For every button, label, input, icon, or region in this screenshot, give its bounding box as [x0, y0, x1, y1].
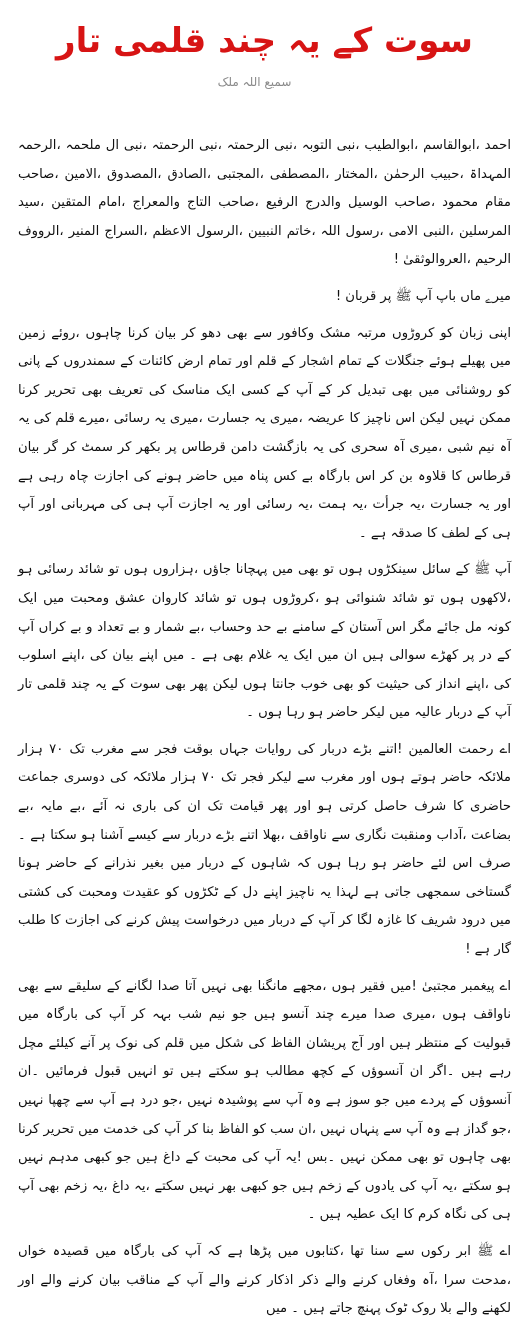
author-byline: سمیع اللہ ملک — [217, 75, 292, 89]
article-paragraph: اے ﷺ ابر رکوں سے سنا تھا ،کتابوں میں پڑھا ہے کہ آپ کی بارگاہ میں قصیدہ خواں ،مدحت سرا ،آہ وفغاں کرنے والے ذکر اذکار کرنے والے آپ کے مناقب بیان کرنے والے اور لکھنے والے بلا روک ٹوک پہنچ جاتے ہیں ۔ میں — [18, 1243, 511, 1317]
article-body — [18, 132, 511, 1324]
article-paragraph: اے رحمت العالمین !اتنے بڑے دربار کی روایات جہاں بوقت فجر سے مغرب تک ۷۰ ہزار ملائکہ حاضر ہوتے ہوں اور مغرب سے لیکر فجر تک ۷۰ ہزار ملائکہ کی دوسری جماعت حاضری کا شرف حاصل کرتی ہو اور پھر قیامت تک ان کی باری نہ آئے ،بے مایہ ،بے بضاعت ،آداب ومنقبت نگاری سے ناواقف ،بھلا اتنے بڑے دربار سے کیسے آشنا ہو سکتا ہے ۔صرف اس لئے حاضر ہو رہا ہوں کہ شاہوں کے دربار میں بغیر نذرانے کے حاضر ہونا گستاخی سمجھی جاتی ہے لہذا یہ ناچیز اپنے دل کے ٹکڑوں کو عقیدت ومحبت کی کشتی میں درود شریف کا غازہ لگا کر آپ کے دربار میں درخواست پیش کرنے کی اجازت کا طلب گار ہے ! — [18, 741, 511, 958]
article-paragraph: اے پیغمبر مجتبیٰ !میں فقیر ہوں ،مجھے مانگنا بھی نہیں آتا صدا لگانے کے سلیقے سے بھی ناواقف ہوں ،میری صدا میرے چند آنسو ہیں جو نیم شب بہہ کر آپ کی بارگاہ میں قبولیت کے منتظر ہیں اور آج پریشان الفاظ کی شکل میں قلم کی نوک پر آنے کیلئے مچل رہے ہیں ۔اگر ان آنسوؤں کے کچھ مطالب ہو سکتے ہیں تو انہیں قبول فرمائیں ۔ان آنسوؤں کے پردے میں جو سوز ہے وہ آپ سے پوشیدہ نہیں ،جو درد ہے آپ سے چھپا نہیں ،جو گداز ہے وہ آپ سے پنہاں نہیں ،ان سب کو الفاظ بنا کر آپ کی خدمت میں تحریر کرنا بھی چاہوں تو بھی ممکن نہیں ۔بس !یہ آپ کی محبت کے داغ ہیں جو کبھی مدہم نہیں ہو سکتے ،یہ آپ کی یادوں کے زخم ہیں جو کبھی بھر نہیں سکتے ،یہ داغ ،یہ زخم بھی آپ ہی کی نگاہ کرم کا ایک عطیہ ہیں ۔ — [18, 978, 511, 1223]
article-paragraph: اپنی زبان کو کروڑوں مرتبہ مشک وکافور سے بھی دھو کر بیان کرنا چاہوں ،روئے زمین میں پھیلے ہوئے جنگلات کے تمام اشجار کے قلم اور تمام ارض کائنات کے سمندروں کے پانی کو روشنائی میں بھی تبدیل کر کے آپ کے کسی ایک مناسک کی تعریف بھی تحریر کرنا ممکن نہیں لیکن اس ناچیز کا عریضہ ،میری یہ جسارت ،میری یہ رسائی ،میرے قلم کی یہ آہ نیم شبی ،میری آہ سحری کی یہ بازگشت دامن قرطاس پر بکھر کر سمٹ کر گر بیان قرطاس کا قلاوہ بن کر اس بارگاہ بے کس پناہ میں حاضر ہونے کی اجازت چاہ رہی ہے اور یہ جسارت ،یہ جرأت ،یہ ہمت ،یہ رسائی اور یہ اجازت آپ ہی کی مہربانی اور آپ ہی کے لطف کا صدقہ ہے ۔ — [18, 325, 511, 541]
article-title: سوت کے یہ چند قلمی تار — [56, 21, 473, 61]
article-page — [0, 18, 529, 1317]
article-paragraph: آپ ﷺ کے سائل سینکڑوں ہوں تو بھی میں پہچانا جاؤں ،ہزاروں ہوں تو شائد رسائی ہو ،لاکھوں ہوں تو شائد شنوائی ہو ،کروڑوں ہوں تو شائد کاروان عشق ومحبت میں ایک کونہ مل جائے مگر اس آستان کے سامنے بے حد وحساب ،بے شمار و بے تعداد و بے کراں آپ کے در پر کھڑے سوالی ہیں ان میں ایک یہ غلام بھی ہے ۔ میں اپنے بیان کی ،اپنے اسلوب کی ،اپنے انداز کی حیثیت کو بھی خوب جانتا ہوں لیکن پھر بھی سوت کے یہ چند قلمی تار آپ کے دربار عالیہ میں لیکر حاضر ہو رہا ہوں ۔ — [18, 562, 511, 721]
article-paragraph: احمد ،ابوالقاسم ،ابوالطیب ،نبی التوبہ ،نبی الرحمتہ ،نبی الرحمتہ ،نبی ال ملحمہ ،الرحمہ المہداۃ ،حبیب الرحمٰن ،المختار ،المصطفی ،المجتبی ،الصادق ،المصدوق ،الامین ،صاحب مقام محمود ،صاحب الوسیل والدرج الرفیع ،صاحب التاج والمعراج ،امام المتقین ،سید المرسلین ،النبی الامی ،رسول اللہ ،خاتم النبیین ،الرسول الاعظم ،السراج المنیر ،الرووف الرحیم ،العروالوثقیٰ ! — [18, 138, 511, 268]
article-paragraph: میرے ماں باپ آپ ﷺ پر قربان ! — [335, 288, 511, 304]
